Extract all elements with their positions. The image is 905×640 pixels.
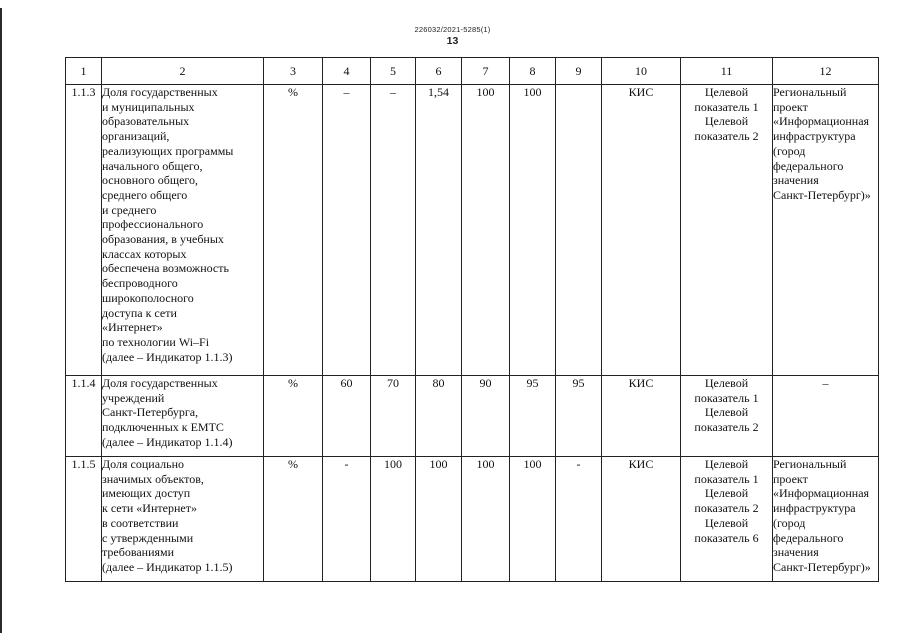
column-number: 12 [773,58,879,85]
value-cell: 95 [556,376,602,457]
indicator-name: Доля социально значимых объектов, имеющих доступ к сети «Интернет» в соответствии с утвержденными требованиями (далее – Индикатор 1.1.5) [102,457,264,582]
value-cell: 100 [510,457,556,582]
value-cell: 1,54 [416,85,462,376]
column-number: 6 [416,58,462,85]
column-number: 1 [66,58,102,85]
value-cell [556,85,602,376]
value-cell: 100 [371,457,416,582]
target-indicators-cell: Целевой показатель 1 Целевой показатель 2 Целевой показатель 6 [681,457,773,582]
unit-cell: % [264,376,323,457]
indicator-number: 1.1.4 [66,376,102,457]
scan-edge-line [0,8,2,633]
regional-project-cell: Региональный проект «Информационная инфраструктура (город федерального значения Санкт-Петербург)» [773,457,879,582]
column-number: 10 [602,58,681,85]
indicators-table [65,57,879,582]
source-cell: КИС [602,457,681,582]
table-row [66,457,879,582]
column-number: 11 [681,58,773,85]
column-number: 9 [556,58,602,85]
value-cell: 100 [462,85,510,376]
indicator-name: Доля государственных и муниципальных образовательных организаций, реализующих программы начального общего, основного общего, среднего общего и среднего профессионального образования, в учебных классах которых обеспечена возможность беспроводного широкополосного доступа к сети «Интернет» по технологии Wi–Fi (далее – Индикатор 1.1.3) [102,85,264,376]
table-row [66,376,879,457]
value-cell: 100 [510,85,556,376]
value-cell: 100 [416,457,462,582]
column-number: 4 [323,58,371,85]
column-number: 8 [510,58,556,85]
column-number: 7 [462,58,510,85]
column-number: 5 [371,58,416,85]
regional-project-cell: – [773,376,879,457]
indicator-number: 1.1.5 [66,457,102,582]
column-number: 3 [264,58,323,85]
value-cell: – [371,85,416,376]
value-cell: - [556,457,602,582]
indicator-number: 1.1.3 [66,85,102,376]
page-number: 13 [446,35,459,47]
regional-project-cell: Региональный проект «Информационная инфраструктура (город федерального значения Санкт-Петербург)» [773,85,879,376]
source-cell: КИС [602,85,681,376]
value-cell: 60 [323,376,371,457]
target-indicators-cell: Целевой показатель 1 Целевой показатель 2 [681,376,773,457]
indicator-name: Доля государственных учреждений Санкт-Петербурга, подключенных к ЕМТС (далее – Индикатор 1.1.4) [102,376,264,457]
column-number: 2 [102,58,264,85]
document-number: 226032/2021-5285(1) [414,25,491,34]
value-cell: 70 [371,376,416,457]
unit-cell: % [264,457,323,582]
table-row [66,85,879,376]
source-cell: КИС [602,376,681,457]
value-cell: 95 [510,376,556,457]
value-cell: - [323,457,371,582]
target-indicators-cell: Целевой показатель 1 Целевой показатель 2 [681,85,773,376]
value-cell: 80 [416,376,462,457]
value-cell: – [323,85,371,376]
column-number-row [66,58,879,85]
unit-cell: % [264,85,323,376]
value-cell: 100 [462,457,510,582]
value-cell: 90 [462,376,510,457]
